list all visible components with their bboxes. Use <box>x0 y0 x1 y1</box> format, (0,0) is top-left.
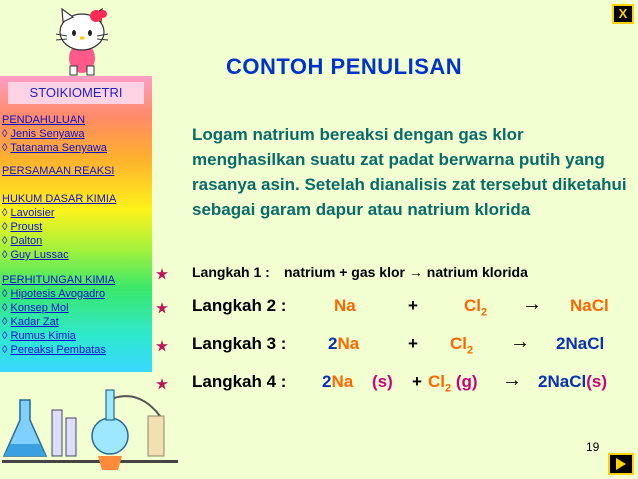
step-4-label: Langkah 4 : <box>192 372 287 391</box>
sidebar-item-jenis-senyawa[interactable]: ◊ Jenis Senyawa <box>2 128 85 140</box>
sidebar-item-rumus-kimia[interactable]: ◊ Rumus Kimia <box>2 330 76 342</box>
sidebar-item-kadar-zat[interactable]: ◊ Kadar Zat <box>2 316 59 328</box>
next-arrow-icon <box>610 455 632 473</box>
step-2-reactant-na: Na <box>334 296 356 315</box>
page-number: 19 <box>586 440 600 454</box>
next-slide-button[interactable] <box>608 453 634 475</box>
step-3-reactant-cl2: $Cl_2$ <box>450 334 474 357</box>
sidebar <box>0 76 152 372</box>
sidebar-section-hukum-dasar-kimia[interactable]: HUKUM DASAR KIMIA <box>2 193 117 205</box>
step-3 <box>156 331 636 362</box>
sidebar-item-lavoisier[interactable]: ◊ Lavoisier <box>2 207 55 219</box>
step-3-label: Langkah 3 : <box>192 334 287 353</box>
step-4-arrow: → <box>502 369 522 391</box>
close-button[interactable]: X <box>612 4 634 24</box>
sidebar-item-proust[interactable]: ◊ Proust <box>2 221 43 233</box>
page-title: CONTOH PENULISAN <box>226 54 463 79</box>
sidebar-item-guy-lussac[interactable]: ◊ Guy Lussac <box>2 249 69 261</box>
step-3-plus: + <box>408 334 418 353</box>
sidebar-section-perhitungan-kimia[interactable]: PERHITUNGAN KIMIA <box>2 274 116 286</box>
step-4 <box>156 369 636 400</box>
step-2 <box>156 293 636 324</box>
step-2-plus: + <box>408 296 418 315</box>
lab-equipment-image <box>0 360 180 479</box>
star-bullet-icon <box>156 340 168 352</box>
step-3-arrow: → <box>510 331 530 353</box>
step-4-state-solid: (s) <box>372 372 393 391</box>
step-1-label: Langkah 1 : <box>192 264 270 280</box>
step-2-reactant-cl2: $Cl_2$ <box>464 296 488 319</box>
sidebar-header: STOIKIOMETRI <box>8 82 144 104</box>
star-bullet-icon <box>156 302 168 314</box>
step-4-reactant-cl2: $Cl_2$ (g) <box>428 372 478 395</box>
sidebar-section-pendahuluan[interactable]: PENDAHULUAN <box>2 114 86 126</box>
sidebar-item-konsep-mol[interactable]: ◊ Konsep Mol <box>2 302 69 314</box>
sidebar-item-dalton[interactable]: ◊ Dalton <box>2 235 43 247</box>
step-2-product-nacl: NaCl <box>570 296 609 315</box>
step-3-reactant-2na: 2Na <box>328 334 360 353</box>
step-3-product-2nacl: 2NaCl <box>556 334 605 353</box>
step-4-reactant-2na: 2Na <box>322 372 354 391</box>
hello-kitty-image <box>52 6 112 76</box>
step-4-product-2nacl: 2NaCl(s) <box>538 372 607 391</box>
sidebar-item-tatanama-senyawa[interactable]: ◊ Tatanama Senyawa <box>2 142 107 154</box>
step-4-plus: + <box>412 372 422 391</box>
step-1 <box>156 264 636 292</box>
sidebar-item-pereaksi-pembatas[interactable]: ◊ Pereaksi Pembatas <box>2 344 106 356</box>
star-bullet-icon <box>156 268 168 280</box>
description-paragraph: Logam natrium bereaksi dengan gas klor menghasilkan suatu zat padat berwarna putih yang rasanya asin. Setelah dianalisis zat tersebut diketahui sebagai garam dapur atau natrium klorida <box>192 125 627 219</box>
step-2-arrow: → <box>522 293 542 315</box>
step-2-label: Langkah 2 : <box>192 296 287 315</box>
step-1-equation: natrium + gas klor → natrium klorida <box>284 264 528 280</box>
sidebar-item-hipotesis-avogadro[interactable]: ◊ Hipotesis Avogadro <box>2 288 106 300</box>
sidebar-section-persamaan-reaksi[interactable]: PERSAMAAN REAKSI <box>2 165 115 177</box>
